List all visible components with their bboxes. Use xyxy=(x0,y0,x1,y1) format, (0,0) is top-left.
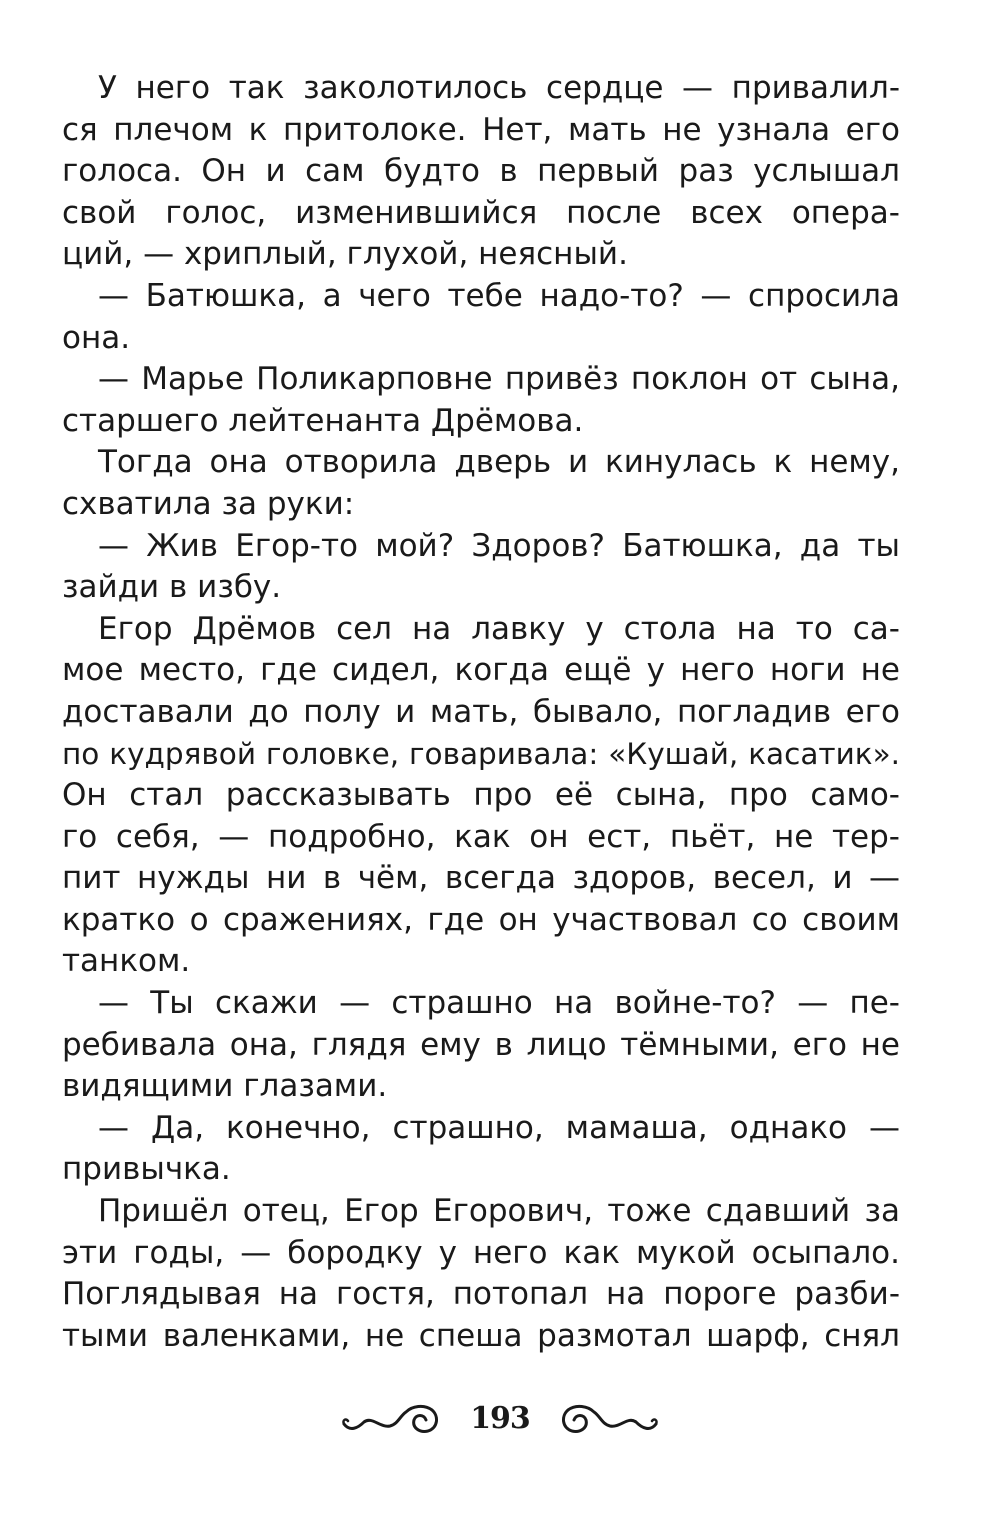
text-line: го себя, — подробно, как он ест, пьёт, не тер- xyxy=(62,818,900,855)
text-line: — Ты скажи — страшно на войне-то? — пе- xyxy=(98,985,900,1022)
text-line: привычка. xyxy=(62,1151,231,1188)
text-line: кратко о сражениях, где он участвовал со своим xyxy=(62,901,900,938)
text-line: Он стал рассказывать про её сына, про само- xyxy=(62,777,900,814)
text-line: мое место, где сидел, когда ещё у него ноги не xyxy=(62,652,900,689)
right-flourish-icon xyxy=(560,1398,660,1438)
text-line: старшего лейтенанта Дрёмова. xyxy=(62,402,584,439)
left-flourish-icon xyxy=(340,1398,440,1438)
text-line: ребивала она, глядя ему в лицо тёмными, его не xyxy=(62,1026,900,1063)
text-line: — Батюшка, а чего тебе надо-то? — спросила xyxy=(98,277,900,314)
text-line: видящими глазами. xyxy=(62,1068,388,1105)
text-line: зайди в избу. xyxy=(62,569,282,606)
text-line: свой голос, изменившийся после всех опера- xyxy=(62,194,900,231)
text-line: тыми валенками, не спеша размотал шарф, снял xyxy=(62,1317,900,1354)
text-line: Егор Дрёмов сел на лавку у стола на то са- xyxy=(98,610,900,647)
page-number: 193 xyxy=(470,1400,530,1436)
text-line: — Жив Егор-то мой? Здоров? Батюшка, да ты xyxy=(98,527,900,564)
text-line: — Марье Поликарповне привёз поклон от сына, xyxy=(98,361,900,398)
page-footer xyxy=(0,1388,1000,1448)
text-line: Пришёл отец, Егор Егорович, тоже сдавший за xyxy=(98,1193,900,1230)
text-line: по кудрявой головке, говаривала: «Кушай, касатик». xyxy=(62,736,900,771)
text-line: доставали до полу и мать, бывало, погладив его xyxy=(62,693,900,730)
text-line: — Да, конечно, страшно, мамаша, однако — xyxy=(98,1109,900,1146)
text-line: ся плечом к притолоке. Нет, мать не узнала его xyxy=(62,111,900,148)
text-line: голоса. Он и сам будто в первый раз услышал xyxy=(62,153,900,190)
text-line: эти годы, — бородку у него как мукой осыпало. xyxy=(62,1234,900,1271)
text-line: пит нужды ни в чём, всегда здоров, весел, и — xyxy=(62,860,900,897)
text-line: У него так заколотилось сердце — привалил- xyxy=(98,70,900,106)
text-line: ций, — хриплый, глухой, неясный. xyxy=(62,236,628,273)
text-line: Тогда она отворила дверь и кинулась к нему, xyxy=(98,444,900,481)
book-page-text xyxy=(62,68,900,1357)
text-line: схватила за руки: xyxy=(62,485,355,522)
text-line: она. xyxy=(62,319,131,356)
text-line: Поглядывая на гостя, потопал на пороге разби- xyxy=(62,1276,900,1313)
text-line: танком. xyxy=(62,943,191,980)
